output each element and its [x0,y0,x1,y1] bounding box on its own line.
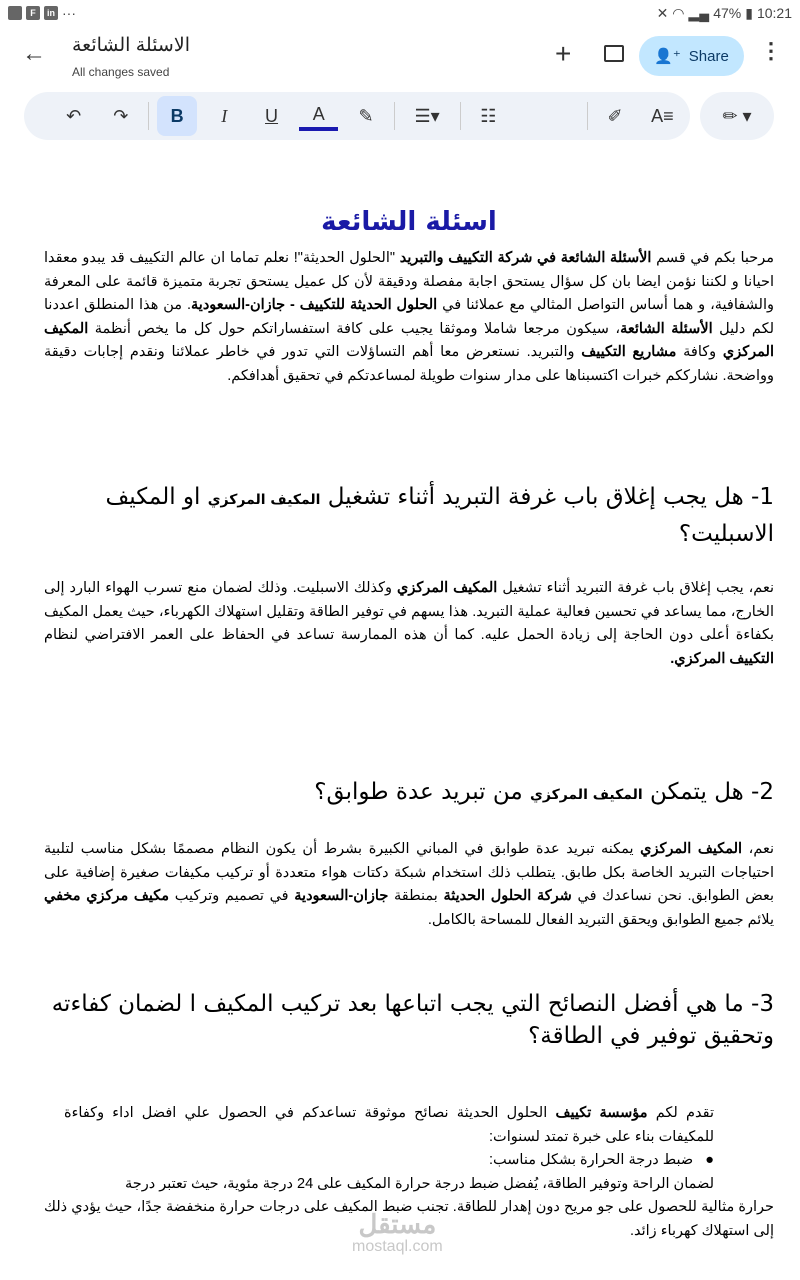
mute-icon: ✕ [656,4,669,21]
bold-text: الأسئلة الشائعة [620,320,713,337]
redo-icon[interactable]: ↷ [113,105,129,126]
watermark [352,1210,443,1256]
app-bar [0,26,800,88]
watermark-en: mostaql.com [352,1238,443,1255]
bold-text: الحلول الحديثة للتكييف - جازان-السعودية [191,297,438,313]
text-run: والتبريد. نستعرض معا أهم التساؤلات التي تدور في خاطر عملائنا ونقدم إجابات دقيقة وواضحة. نشارككم خبرات اكتسبناها على مدار سنوات طويلة لمساعدتكم في تحقيق أهدافكم. [44,344,774,384]
bold-text: الأسئلة الشائعة في شركة التكييف والتبريد [399,250,652,266]
divider [587,102,588,130]
divider [394,102,395,130]
divider [460,102,461,130]
text-run: تقدم لكم [647,1105,714,1121]
bullet-item: ● ضبط درجة الحرارة بشكل مناسب: [489,1152,714,1168]
add-person-icon: 👤⁺ [654,48,681,65]
tip-paragraph: حرارة مثالية للحصول على جو مريح دون إهدار للطاقة. تجنب ضبط المكيف على درجات حرارة منخفضة جدًا، حيث يؤدي ذلك إلى استهلاك كهرباء زائد. [44,1199,774,1239]
bold-text: مؤسسة تكييف [555,1105,648,1121]
answer-1 [44,577,774,671]
answer-2 [44,838,774,932]
text-run: ، سيكون مرجعا شاملا وموثقا يجيب على كافة استفساراتكم حول كل ما يخص أنظمة [88,320,621,337]
text-run: في تصميم وتركيب [169,888,295,904]
battery-percent: 47% [713,5,742,21]
share-button[interactable] [639,36,744,76]
clear-format-icon[interactable]: ✐ [607,105,623,126]
more-notifications: ··· [62,5,76,21]
more-vert-icon[interactable]: ⋮ [760,38,782,63]
q2-text: 2- هل يتمكن [642,779,774,805]
doc-heading: اسئلة الشائعة [321,207,497,237]
text-run: وكذلك الاسبليت. وذلك لضمان منع تسرب الهواء البارد إلى الخارج، مما يساعد في تحسين فعالية عملية التبريد. هذا يسهم في توفير الطاقة وتقليل استهلاك الكهرباء، حيث يعمل المكيف بكفاءة أعلى دون الحاجة إلى زيادة الحمل عليه. كما أن هذه الممارسة تساعد في الحفاظ على العمر الافتراضي لنظام [44,580,774,643]
q2-end: من تبريد عدة طوابق؟ [314,779,531,805]
tip-line: لضمان الراحة وتوفير الطاقة، يُفضل ضبط درجة حرارة المكيف على 24 درجة مئوية، حيث تعتبر درجة [124,1175,714,1192]
bold-text: شركة الحلول الحديثة [443,888,572,904]
bold-text: مكيف مركزي مخفي [44,888,170,904]
italic-button[interactable]: I [221,105,228,126]
clock: 10:21 [756,5,792,21]
text-run: يمكنه تبريد عدة طوابق في المباني الكبيرة بشرط أن يكون النظام مصممًا بشكل مناسب لتلبية احتياجات التبريد الخاصة بكل طابق. يتطلب ذلك استخدام شبكة دكتات هواء متعددة أو تركيب مكيفات صغيرة إضافية على بعض الطوابق. نحن نساعدك في [44,841,774,904]
format-toolbar [24,92,690,140]
bold-button[interactable]: B [157,96,196,136]
flipboard-notification-icon: F [26,6,40,20]
answer-3 [44,1102,774,1149]
q1-end: او المكيف الاسبليت؟ [105,484,774,547]
bold-text: مشاريع التكييف [581,344,677,360]
text-run: مرحبا بكم في قسم [651,250,774,266]
bold-text: المكيف المركزي [640,841,743,857]
underline-button[interactable]: U [265,105,279,126]
highlight-icon[interactable]: ✎ [358,105,374,126]
align-dropdown-icon[interactable]: ☰▾ [414,105,440,126]
watermark-ar: مستقل [358,1209,437,1239]
text-run: يلائم جميع الطوابق ويحقق التبريد الفعال للمساحة بالكامل. [427,911,774,928]
text-run: الحلول الحديثة نصائح موثوقة تساعدكم في الحصول علي افضل اداء وكفاءة للمكيفات بناء على خبرة تمتد لسنوات: [64,1105,714,1145]
bullet-text: ضبط درجة الحرارة بشكل مناسب: [489,1152,694,1168]
text-run: "الحلول الحديثة"! نعلم تماما ان عالم التكييف قد يبدو معقدا احيانا و لكننا نؤمن ايضا بان كل سؤال يستحق اجابة مفصلة ودقيقة لأن كل عميل يستحق تجربة متميزة قائمة على المعرفة والشفافية، و هما أساس التواصل المثالي مع عملائنا في [44,250,774,313]
text-run: نعم، [742,841,775,857]
gallery-notification-icon [8,6,22,20]
document-title[interactable]: الاسئلة الشائعة [72,35,190,56]
text-run: . من هذا المنطلق اعددنا لكم دليل [44,297,774,337]
bold-text: المكيف المركزي [397,580,498,596]
linkedin-notification-icon: in [44,6,58,20]
bold-text: التكييف المركزي. [670,650,774,667]
undo-icon[interactable]: ↶ [66,105,82,126]
wifi-icon: ◠ [672,4,685,21]
q1-small: المكيف المركزي [207,492,321,508]
q1-text: 1- هل يجب إغلاق باب غرفة التبريد أثناء تشغيل [320,484,774,510]
text-run: بمنطقة [388,888,444,904]
status-bar [0,0,800,26]
list-icon[interactable]: ☷ [480,105,497,126]
text-color-button[interactable]: A [299,101,338,131]
share-label: Share [688,47,729,65]
insert-plus-icon[interactable]: + [555,38,572,69]
document-body[interactable] [0,145,800,1280]
intro-paragraph [44,247,774,388]
battery-icon: ▮ [745,4,753,21]
text-run: وكافة [676,344,723,360]
bold-text: المكيف المركزي [44,320,774,360]
question-2 [44,775,774,812]
text-style-icon[interactable]: A≡ [651,105,674,126]
back-arrow-icon[interactable]: ← [22,40,46,67]
text-run: نعم، يجب إغلاق باب غرفة التبريد أثناء تشغيل [497,580,774,596]
comment-icon[interactable] [604,45,624,62]
question-3: 3- ما هي أفضل النصائح التي يجب اتباعها بعد تركيب المكيف ا لضمان كفاءته وتحقيق توفير في الطاقة؟ [51,991,774,1049]
signal-icon: ▂▄ [688,4,710,21]
pencil-icon: ✏ ▾ [722,105,752,126]
edit-mode-dropdown[interactable] [700,92,774,140]
bold-text: جازان-السعودية [294,888,389,904]
question-1 [44,480,774,551]
q2-small: المكيف المركزي [530,787,643,803]
save-status: All changes saved [72,65,170,79]
divider [148,102,149,130]
